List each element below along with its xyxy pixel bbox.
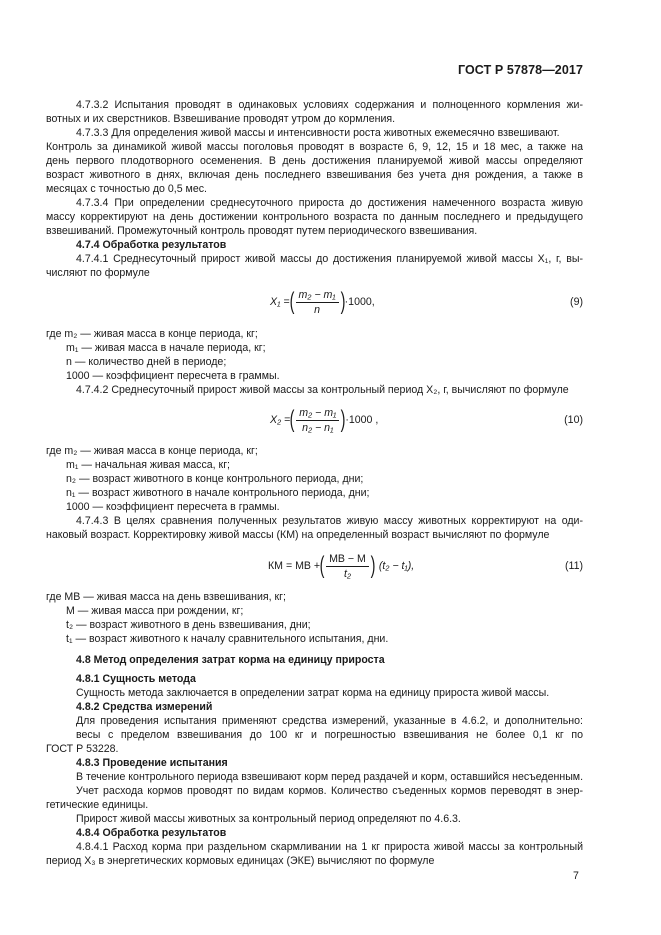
paragraph-line: возраст животного в днях, включая день последнего взвешивания без учета дня рождения, а также в xyxy=(46,169,583,181)
equation-tail: (t₂ − t₁), xyxy=(378,560,415,572)
fraction-denominator: n₂ − n₁ xyxy=(302,421,334,434)
paragraph-line: период X₃ в энергетических кормовых единицах (ЭКЕ) вычисляют по формуле xyxy=(46,855,435,867)
paragraph-line: ГОСТ Р 53228. xyxy=(46,743,119,755)
definition-line: t₂ — возраст животного в день взвешивания, дни; xyxy=(66,619,311,631)
definition-line: 1000 — коэффициент пересчета в граммы. xyxy=(66,370,280,382)
fraction-numerator: m₂ − m₁ xyxy=(296,407,339,421)
paragraph-line: Учет расхода кормов проводят по видам кормов. Количество съеденных кормов переводят в энер- xyxy=(76,785,583,797)
equation-tail: ·1000, xyxy=(344,296,375,308)
fraction-numerator: МВ − М xyxy=(326,553,369,567)
equation-number: (11) xyxy=(564,560,583,572)
paragraph-line: вотных и их сверстников. Взвешивание проводят утром до кормления. xyxy=(46,113,396,125)
paragraph-line: день первого плодотворного осеменения. В день достижения планируемой живой массы определяют xyxy=(46,155,583,167)
paragraph-line: 4.7.3.2 Испытания проводят в одинаковых условиях содержания и полноценного кормления жи- xyxy=(76,99,583,111)
subsection-heading: 4.8.3 Проведение испытания xyxy=(76,757,228,769)
paragraph-line: наковый возраст. Корректировку живой массы (КМ) на определенный возраст вычисляют по формуле xyxy=(46,529,550,541)
fraction-denominator: t₂ xyxy=(344,567,351,580)
page-number: 7 xyxy=(573,870,579,882)
paragraph-line: числяют по формуле xyxy=(46,267,150,279)
equation-number: (10) xyxy=(564,414,583,426)
equation-tail: ·1000 , xyxy=(345,414,379,426)
equation-lhs: КМ = МВ + xyxy=(268,560,321,572)
equation-lhs: X₁ = xyxy=(270,296,290,308)
subsection-heading: 4.8.1 Сущность метода xyxy=(76,673,196,685)
section-heading: 4.7.4 Обработка результатов xyxy=(76,239,227,251)
definition-line: n — количество дней в периоде; xyxy=(66,356,227,368)
definition-line: m₁ — живая масса в начале периода, кг; xyxy=(66,342,266,354)
equation-11: КМ = МВ + ( $\frac{МВ - М}{\text{t₂}}$ ) (t₂ − t₁), (11) xyxy=(268,552,583,580)
definition-line: t₁ — возраст животного к началу сравнительного испытания, дни. xyxy=(66,633,389,645)
definition-line: 1000 — коэффициент пересчета в граммы. xyxy=(66,501,280,513)
equation-number: (9) xyxy=(570,296,583,308)
paragraph-line: Для проведения испытания применяют средства измерений, указанные в 4.6.2, и дополнительно: xyxy=(76,715,583,727)
paragraph-line: весы с пределом взвешивания до 100 кг и погрешностью взвешивания не более 0,1 кг по xyxy=(76,729,583,741)
paragraph-line: 4.7.3.3 Для определения живой массы и интенсивности роста животных ежемесячно взвешивают. xyxy=(76,127,560,139)
subsection-heading: 4.8.4 Обработка результатов xyxy=(76,827,227,839)
definition-line: m₁ — начальная живая масса, кг; xyxy=(66,459,230,471)
paragraph-line: гетические единицы. xyxy=(46,799,149,811)
fraction-numerator: m₂ − m₁ xyxy=(296,289,339,303)
definition-line: где m₂ — живая масса в конце периода, кг; xyxy=(46,328,258,340)
definition-line: n₂ — возраст животного в конце контрольного периода, дни; xyxy=(66,473,364,485)
paragraph-line: 4.8.4.1 Расход корма при раздельном скармливании на 1 кг прироста живой массы за контрольный xyxy=(76,841,583,853)
equation-lhs: X₂ = xyxy=(270,414,291,426)
standard-header: ГОСТ Р 57878—2017 xyxy=(457,63,583,77)
equation-9: X₁ = ( $\frac{\text{m₂ − m₁}}{n}$ ) ·1000, (9) xyxy=(270,288,583,316)
paragraph-line: Контроль за динамикой живой массы поголовья проводят в возрасте 6, 9, 12, 15 и 18 мес, а также на xyxy=(46,141,583,153)
section-heading: 4.8 Метод определения затрат корма на единицу прироста xyxy=(76,654,385,666)
subsection-heading: 4.8.2 Средства измерений xyxy=(76,701,213,713)
paragraph-line: массу корректируют на день достижении контрольного возраста по данным последнего и предыдущего xyxy=(46,211,583,223)
paragraph-line: месяцах с точностью до 0,5 мес. xyxy=(46,183,207,195)
fraction-denominator: n xyxy=(314,303,321,316)
definition-line: М — живая масса при рождении, кг; xyxy=(66,605,244,617)
paragraph-line: Сущность метода заключается в определении затрат корма на единицу прироста живой массы. xyxy=(76,687,550,699)
definition-line: где m₂ — живая масса в конце периода, кг; xyxy=(46,445,258,457)
paragraph-line: 4.7.4.3 В целях сравнения полученных результатов живую массу животных корректируют на оди- xyxy=(76,515,583,527)
paragraph-line: 4.7.3.4 При определении среднесуточного прироста до достижения намеченного возраста живую xyxy=(76,197,583,209)
equation-10: X₂ = ( $\frac{\text{m₂ − m₁}}{\text{n₂ − n₁}}$ ) ·1000 , (10) xyxy=(270,406,583,434)
paragraph-line: Прирост живой массы животных за контрольный период определяют по 4.6.3. xyxy=(76,813,461,825)
paragraph-line: 4.7.4.2 Среднесуточный прирост живой массы за контрольный период X₂, г, вычисляют по формуле xyxy=(76,384,569,396)
paragraph-line: 4.7.4.1 Среднесуточный прирост живой массы до достижения планируемой живой массы X₁, г, вы- xyxy=(76,253,583,265)
definition-line: где МВ — живая масса на день взвешивания, кг; xyxy=(46,591,286,603)
paragraph-line: взвешиваний. Промежуточный контроль проводят путем периодического взвешивания. xyxy=(46,225,478,237)
paragraph-line: В течение контрольного периода взвешивают корм перед раздачей и корм, оставшийся несъеденным. xyxy=(76,771,584,783)
definition-line: n₁ — возраст животного в начале контрольного периода, дни; xyxy=(66,487,370,499)
